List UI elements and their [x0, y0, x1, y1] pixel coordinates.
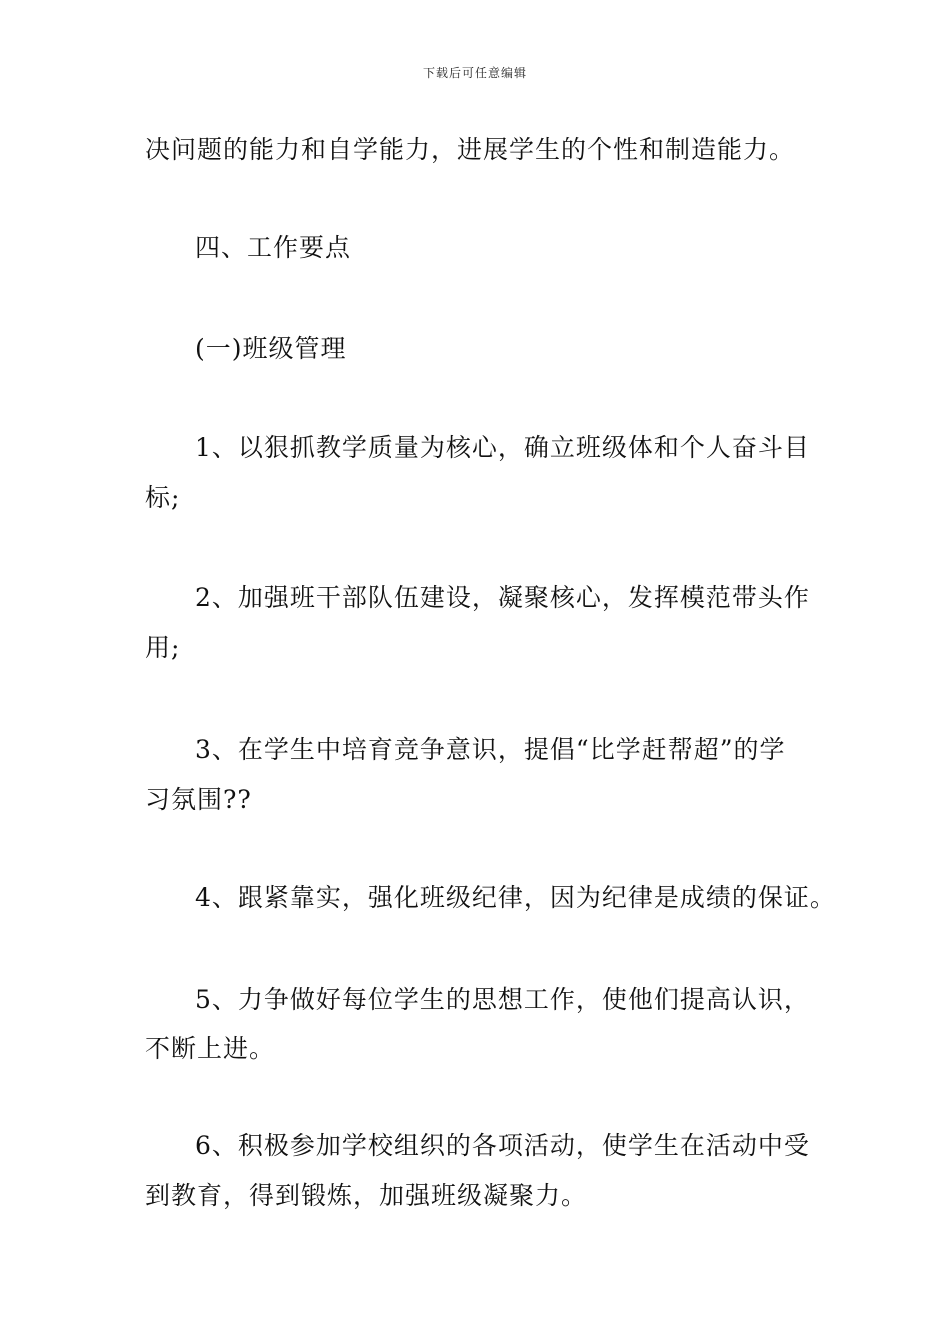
list-item-6-line-1: 6、积极参加学校组织的各项活动，使学生在活动中受 — [195, 1131, 810, 1160]
list-item-5-line-1: 5、力争做好每位学生的思想工作，使他们提高认识， — [195, 985, 810, 1014]
list-item-6-line-2: 到教育，得到锻炼，加强班级凝聚力。 — [145, 1181, 588, 1210]
page-header: 下载后可任意编辑 — [422, 66, 527, 80]
list-item-2-line-2: 用; — [145, 633, 181, 662]
list-item-2-line-1: 2、加强班干部队伍建设，凝聚核心，发挥模范带头作 — [195, 583, 810, 612]
list-item-4-line-1: 4、跟紧靠实，强化班级纪律，因为纪律是成绩的保证。 — [195, 883, 836, 912]
list-item-3-line-2: 习氛围?? — [145, 785, 252, 814]
list-item-5-line-2: 不断上进。 — [145, 1034, 276, 1063]
list-item-1-line-2: 标; — [145, 483, 181, 512]
section-heading: 四、工作要点 — [195, 233, 352, 262]
subsection-heading: (一)班级管理 — [195, 334, 347, 363]
paragraph-line: 决问题的能力和自学能力，进展学生的个性和制造能力。 — [145, 135, 796, 164]
list-item-1-line-1: 1、以狠抓教学质量为核心，确立班级体和个人奋斗目 — [195, 433, 810, 462]
list-item-3-line-1: 3、在学生中培育竞争意识，提倡“比学赶帮超”的学 — [195, 735, 786, 764]
